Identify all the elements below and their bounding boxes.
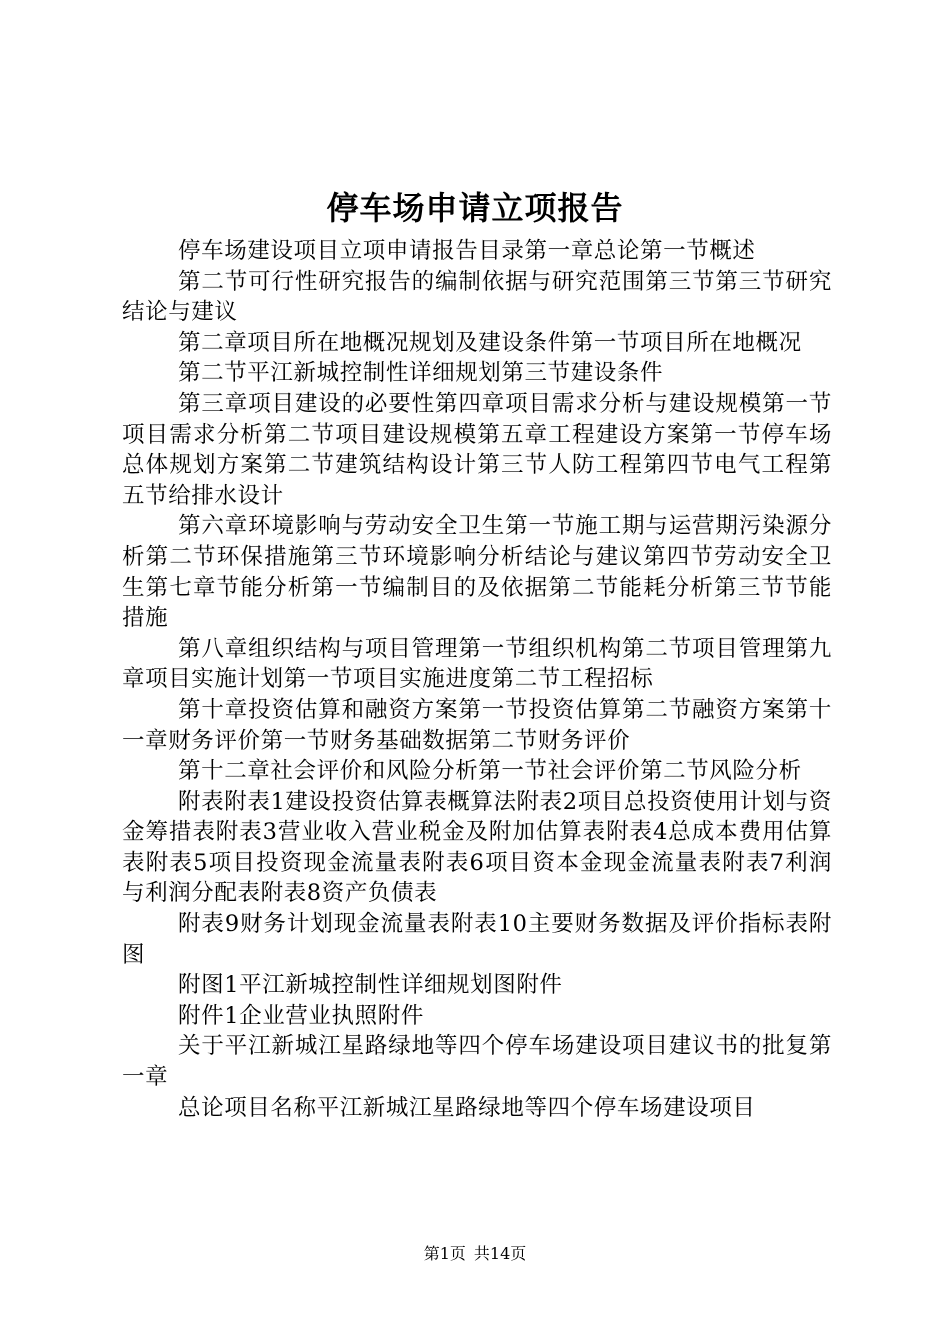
paragraph: 第二节平江新城控制性详细规划第三节建设条件	[178, 360, 664, 387]
paragraph: 第二节可行性研究报告的编制依据与研究范围第三节第三节研究结论与建议	[122, 268, 832, 326]
page-footer	[0, 1244, 950, 1264]
document-title: 停车场申请立项报告	[326, 189, 624, 227]
paragraph: 第六章环境影响与劳动安全卫生第一节施工期与运营期污染源分析第二节环保措施第三节环境影响分析结论与建议第四节劳动安全卫生第七章节能分析第一节编制目的及依据第二节能耗分析第三节节能措施	[122, 513, 832, 632]
paragraph: 第十二章社会评价和风险分析第一节社会评价第二节风险分析	[178, 758, 802, 785]
page-total: 共14页	[473, 1244, 527, 1263]
paragraph: 第二章项目所在地概况规划及建设条件第一节项目所在地概况	[178, 329, 802, 356]
paragraph: 附表9财务计划现金流量表附表10主要财务数据及评价指标表附图	[122, 911, 832, 968]
page-number: 第1页	[423, 1244, 466, 1263]
paragraph: 停车场建设项目立项申请报告目录第一章总论第一节概述	[178, 238, 756, 264]
paragraph: 第八章组织结构与项目管理第一节组织机构第二节项目管理第九章项目实施计划第一节项目实施进度第二节工程招标	[122, 635, 832, 693]
paragraph: 总论项目名称平江新城江星路绿地等四个停车场建设项目	[178, 1094, 756, 1121]
document-body	[122, 236, 832, 1123]
paragraph: 第三章项目建设的必要性第四章项目需求分析与建设规模第一节项目需求分析第二节项目建设规模第五章工程建设方案第一节停车场总体规划方案第二节建筑结构设计第三节人防工程第四节电气工程第五节给排水设计	[122, 390, 832, 509]
paragraph: 第十章投资估算和融资方案第一节投资估算第二节融资方案第十一章财务评价第一节财务基础数据第二节财务评价	[122, 696, 832, 754]
paragraph: 附件1企业营业执照附件	[178, 1002, 424, 1029]
paragraph: 附表附表1建设投资估算表概算法附表2项目总投资使用计划与资金筹措表附表3营业收入营业税金及附加估算表附表4总成本费用估算表附表5项目投资现金流量表附表6项目资本金现金流量表附表7利润与利润分配表附表8资产负债表	[122, 788, 832, 907]
paragraph: 附图1平江新城控制性详细规划图附件	[178, 972, 563, 999]
paragraph: 关于平江新城江星路绿地等四个停车场建设项目建议书的批复第一章	[122, 1033, 832, 1091]
